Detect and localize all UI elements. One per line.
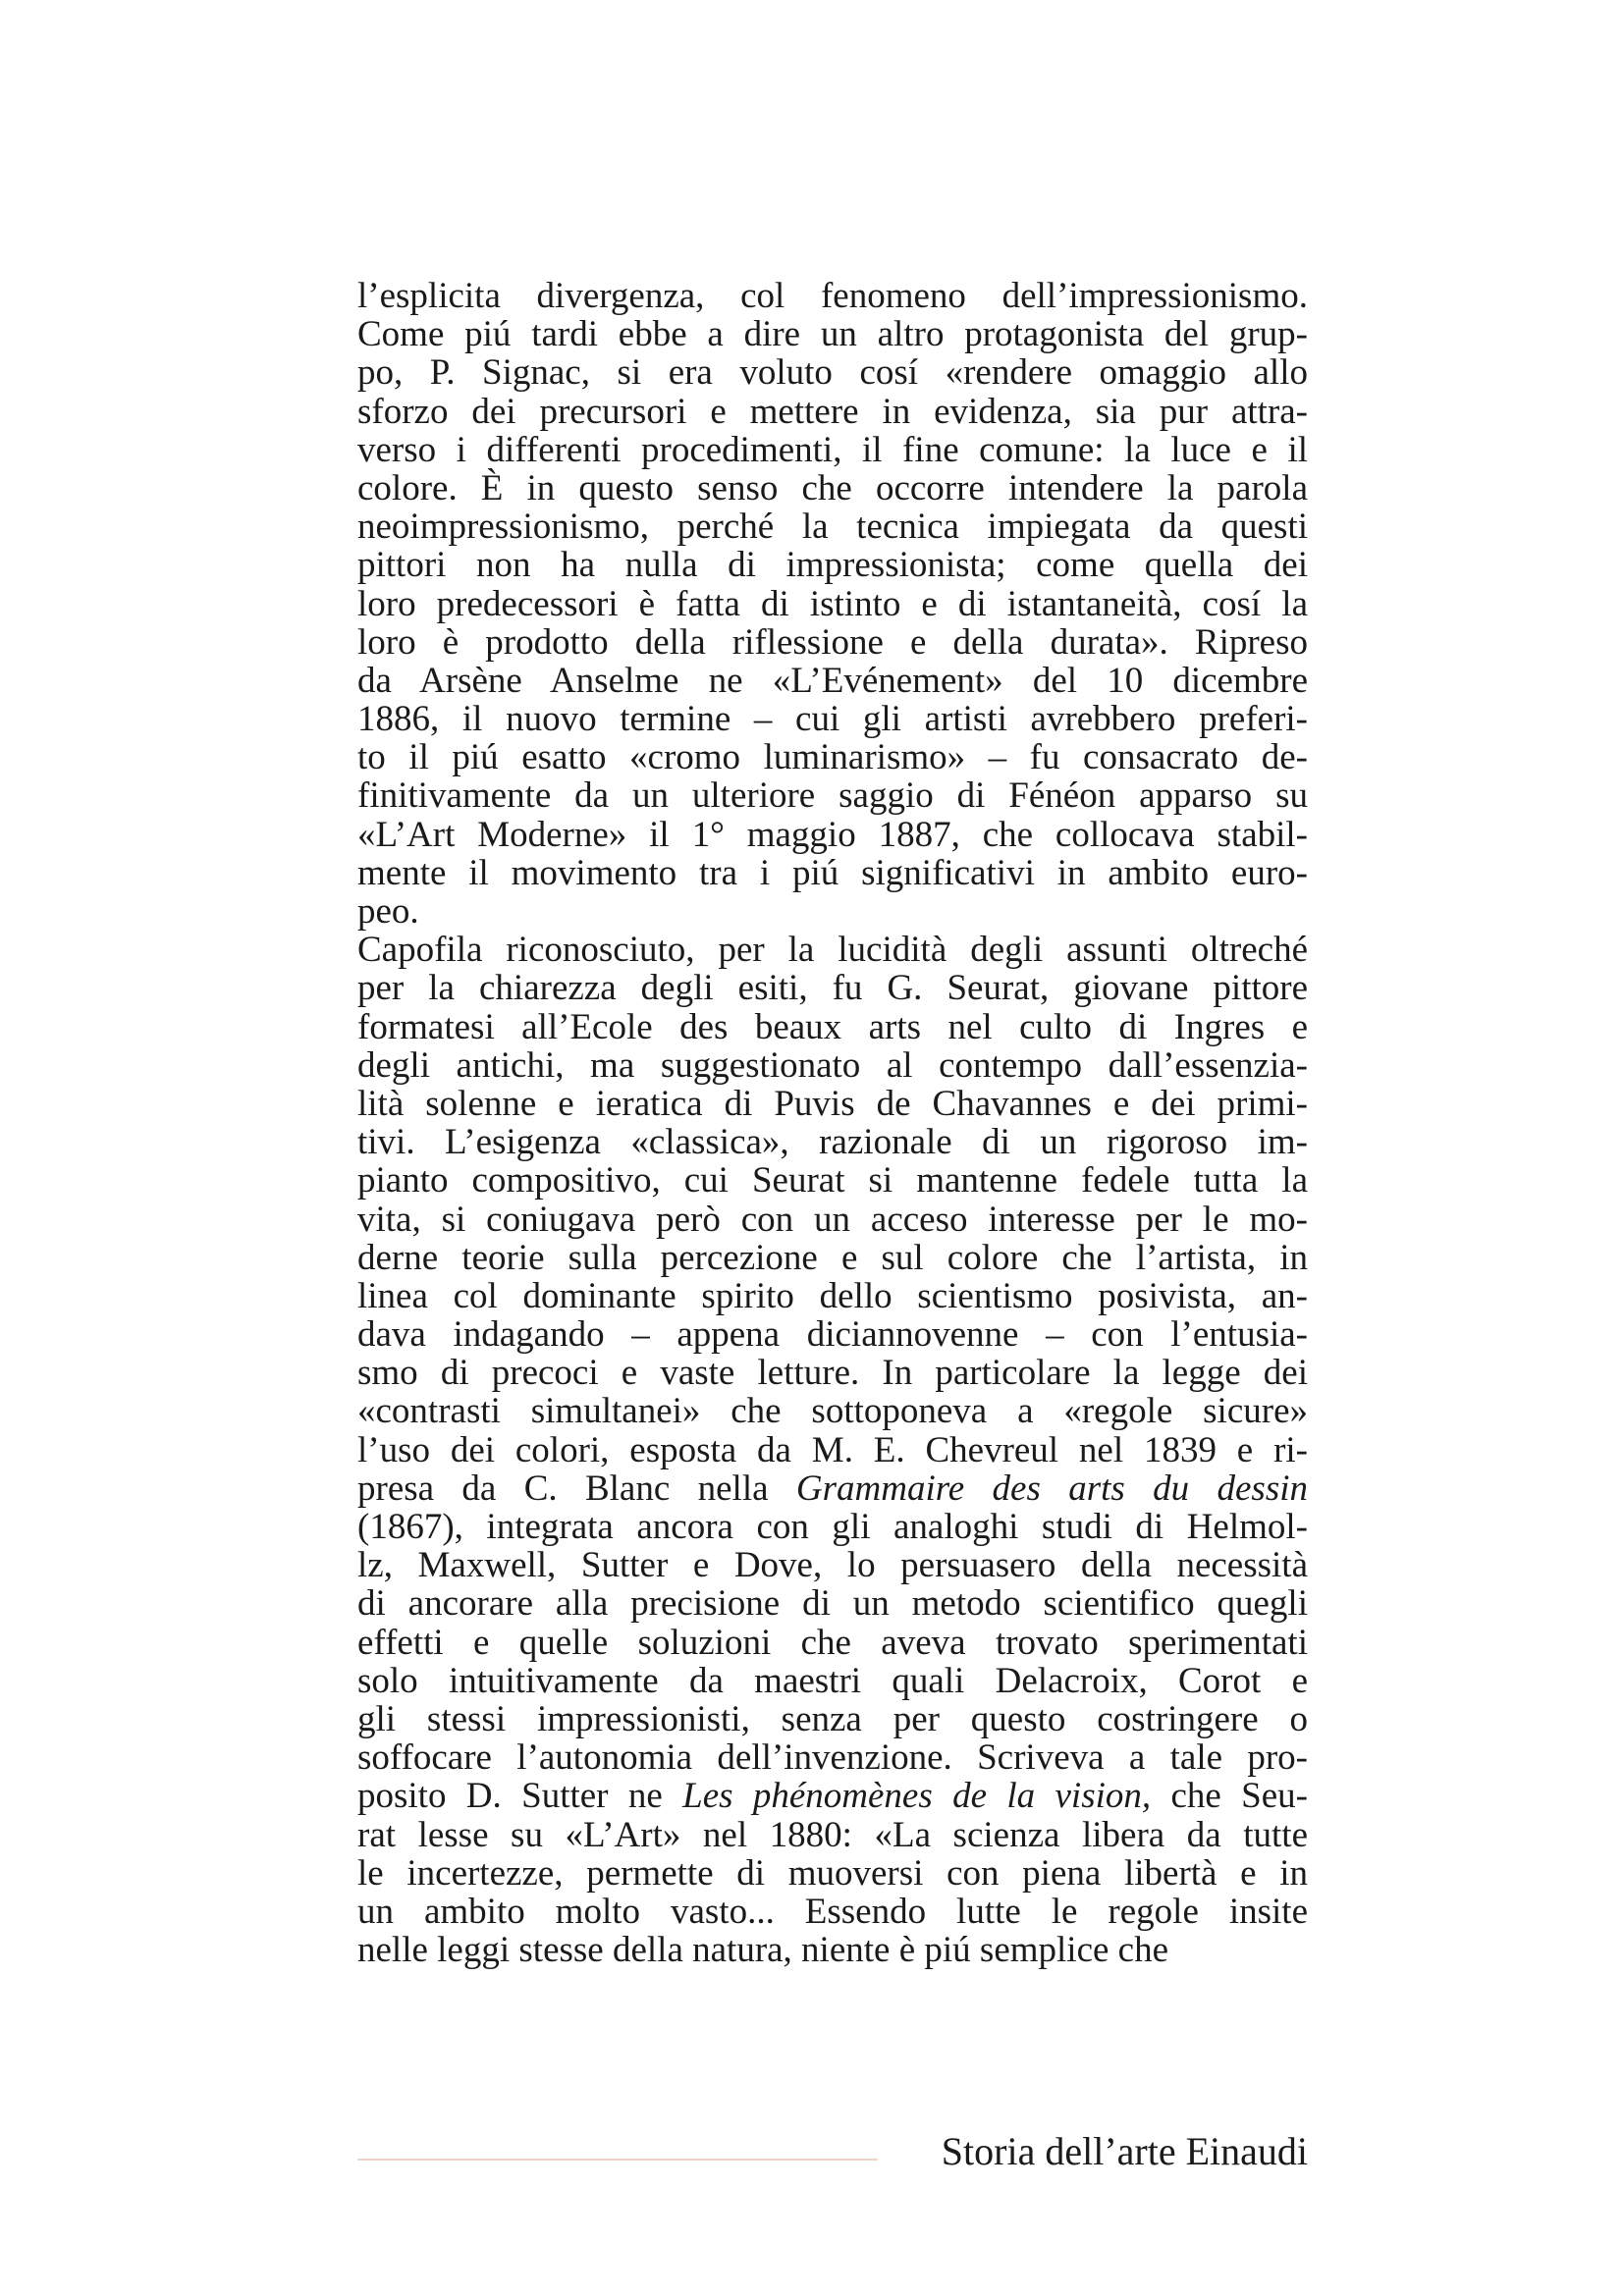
text-line: linea col dominante spirito dello scientismo posivista, an- (357, 1275, 1308, 1316)
text-line: tivi. L’esigenza «classica», razionale di un rigoroso im- (357, 1122, 1308, 1163)
text-line: pianto compositivo, cui Seurat si mantenne fedele tutta la (357, 1160, 1308, 1201)
text-line: formatesi all’Ecole des beaux arts nel culto di Ingres e (357, 1006, 1308, 1047)
text-line: l’uso dei colori, esposta da M. E. Chevreul nel 1839 e ri- (357, 1429, 1308, 1470)
text-line: derne teorie sulla percezione e sul colore che l’artista, in (357, 1237, 1308, 1278)
text-line: neoimpressionismo, perché la tecnica impiegata da questi (357, 507, 1308, 548)
text-line: rat lesse su «L’Art» nel 1880: «La scienza libera da tutte (357, 1814, 1308, 1855)
text-line: gli stessi impressionisti, senza per questo costringere o (357, 1698, 1308, 1739)
line-text-segment: che Seu- (1151, 1776, 1309, 1817)
text-line: un ambito molto vasto... Essendo lutte le regole insite (357, 1891, 1308, 1932)
text-line: mente il movimento tra i piú significativi in ambito euro- (357, 852, 1308, 893)
footer-rule (357, 2159, 878, 2161)
text-line: po, P. Signac, si era voluto cosí «rendere omaggio allo (357, 352, 1308, 394)
text-line: loro predecessori è fatta di istinto e di istantaneità, cosí la (357, 583, 1308, 624)
text-line: soffocare l’autonomia dell’invenzione. Scriveva a tale pro- (357, 1737, 1308, 1779)
line-text-segment: presa da C. Blanc nella (357, 1468, 796, 1509)
text-line: peo. (357, 891, 419, 932)
text-line: colore. È in questo senso che occorre intendere la parola (357, 467, 1308, 508)
italic-title: Les phénomènes de la vision, (682, 1776, 1152, 1817)
text-line: le incertezze, permette di muoversi con piena libertà e in (357, 1852, 1308, 1894)
text-line: to il piú esatto «cromo luminarismo» – fu consacrato de- (357, 737, 1308, 778)
paragraph (357, 931, 1308, 1969)
text-line: smo di precoci e vaste letture. In particolare la legge dei (357, 1353, 1308, 1394)
text-line: vita, si coniugava però con un acceso interesse per le mo- (357, 1199, 1308, 1240)
text-line: degli antichi, ma suggestionato al contempo dall’essenzia- (357, 1044, 1308, 1086)
text-line: loro è prodotto della riflessione e della durata». Ripreso (357, 621, 1308, 663)
text-line: finitivamente da un ulteriore saggio di Fénéon apparso su (357, 775, 1308, 817)
text-line: pittori non ha nulla di impressionista; come quella dei (357, 545, 1308, 586)
text-line: di ancorare alla precisione di un metodo scientifico quegli (357, 1583, 1308, 1625)
footer-title: Storia dell’arte Einaudi (941, 2129, 1308, 2173)
text-line: 1886, il nuovo termine – cui gli artisti avrebbero preferi- (357, 699, 1308, 740)
text-line: l’esplicita divergenza, col fenomeno dell’impressionismo. (357, 276, 1308, 316)
text-line: Capofila riconosciuto, per la lucidità degli assunti oltreché (357, 930, 1308, 971)
text-line: (1867), integrata ancora con gli analoghi studi di Helmol- (357, 1507, 1308, 1547)
text-line: «L’Art Moderne» il 1° maggio 1887, che collocava stabil- (357, 814, 1308, 855)
text-line (357, 1777, 1308, 1815)
body-text (357, 277, 1308, 1969)
text-line: lz, Maxwell, Sutter e Dove, lo persuasero della necessità (357, 1545, 1308, 1586)
text-line: «contrasti simultanei» che sottoponeva a «regole sicure» (357, 1391, 1308, 1432)
text-line: solo intuitivamente da maestri quali Delacroix, Corot e (357, 1660, 1308, 1701)
text-line: effetti e quelle soluzioni che aveva trovato sperimentati (357, 1622, 1308, 1663)
text-line: per la chiarezza degli esiti, fu G. Seurat, giovane pittore (357, 968, 1308, 1009)
paragraph (357, 277, 1308, 931)
text-line: nelle leggi stesse della natura, niente è piú semplice che (357, 1930, 1169, 1971)
text-line: Come piú tardi ebbe a dire un altro protagonista del grup- (357, 314, 1308, 355)
text-line (357, 1469, 1308, 1508)
text-line: lità solenne e ieratica di Puvis de Chavannes e dei primi- (357, 1083, 1308, 1124)
text-line: sforzo dei precursori e mettere in evidenza, sia pur attra- (357, 391, 1308, 432)
text-line: verso i differenti procedimenti, il fine comune: la luce e il (357, 429, 1308, 470)
italic-title: Grammaire des arts du dessin (795, 1468, 1309, 1509)
page-footer (357, 2122, 1308, 2181)
line-text-segment: posito D. Sutter ne (357, 1776, 683, 1817)
text-line: da Arsène Anselme ne «L’Evénement» del 10 dicembre (357, 660, 1308, 701)
text-line: dava indagando – appena diciannovenne – con l’entusia- (357, 1314, 1308, 1356)
